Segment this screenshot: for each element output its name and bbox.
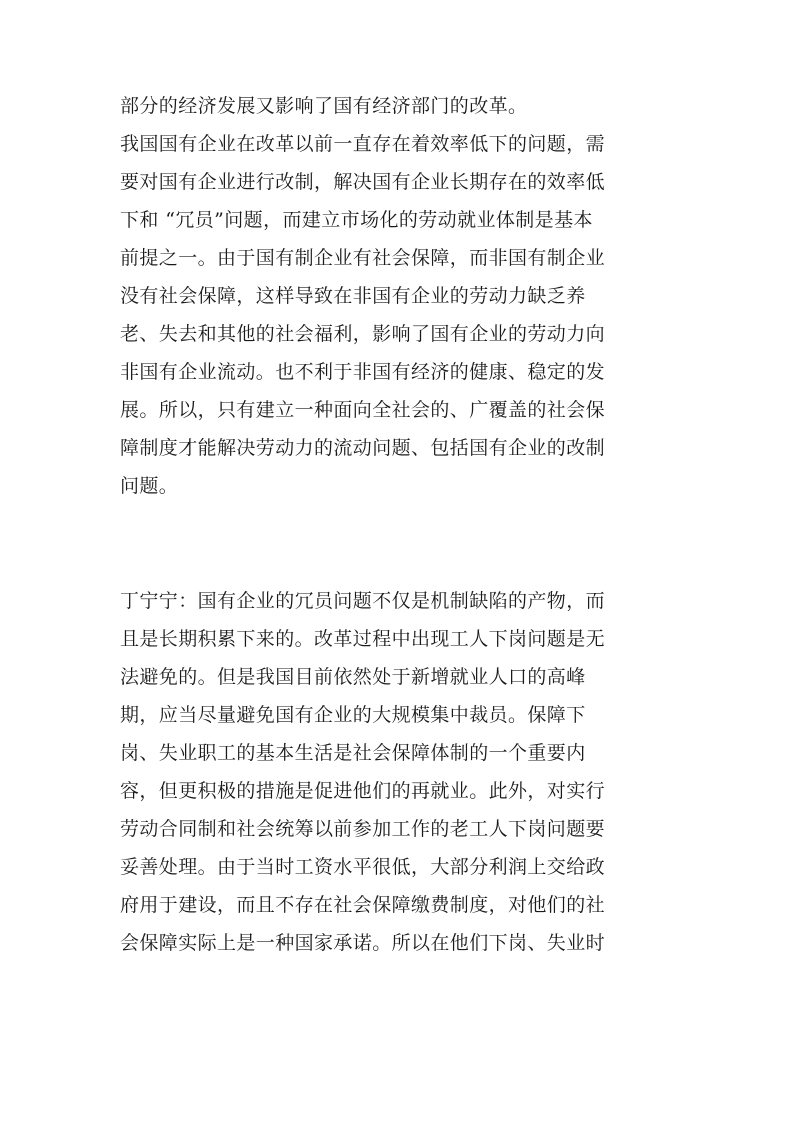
- text-line: 会保障实际上是一种国家承诺。所以在他们下岗、失业时: [120, 932, 606, 954]
- text-line: 没有社会保障，这样导致在非国有企业的劳动力缺乏养: [120, 285, 586, 307]
- text-line: 问题。: [120, 475, 179, 497]
- text-line: 岗、失业职工的基本生活是社会保障体制的一个重要内: [120, 742, 586, 764]
- text-line: 展。所以，只有建立一种面向全社会的、广覆盖的社会保: [120, 399, 606, 421]
- text-line: 容，但更积极的措施是促进他们的再就业。此外，对实行: [120, 780, 606, 802]
- text-line: 且是长期积累下来的。改革过程中出现工人下岗问题是无: [120, 628, 606, 650]
- text-line: 要对国有企业进行改制，解决国有企业长期存在的效率低: [120, 171, 606, 193]
- text-line: 法避免的。但是我国目前依然处于新增就业人口的高峰: [120, 666, 586, 688]
- text-line: 下和 “冗员”问题，而建立市场化的劳动就业体制是基本: [120, 209, 593, 231]
- text-line: 丁宁宁：国有企业的冗员问题不仅是机制缺陷的产物，而: [120, 590, 606, 612]
- text-line: 部分的经济发展又影响了国有经济部门的改革。: [120, 95, 528, 117]
- text-line: 老、失去和其他的社会福利，影响了国有企业的劳动力向: [120, 323, 606, 345]
- text-line: 我国国有企业在改革以前一直存在着效率低下的问题，需: [120, 133, 606, 155]
- text-line: 非国有企业流动。也不利于非国有经济的健康、稳定的发: [120, 361, 606, 383]
- text-line: 前提之一。由于国有制企业有社会保障，而非国有制企业: [120, 247, 606, 269]
- text-line: 劳动合同制和社会统筹以前参加工作的老工人下岗问题要: [120, 818, 606, 840]
- paragraph-ding-ningning: [120, 582, 680, 962]
- paragraph-reform-background: [120, 87, 680, 505]
- text-line: 障制度才能解决劳动力的流动问题、包括国有企业的改制: [120, 437, 606, 459]
- text-line: 府用于建设，而且不存在社会保障缴费制度，对他们的社: [120, 894, 606, 916]
- text-line: 期，应当尽量避免国有企业的大规模集中裁员。保障下: [120, 704, 586, 726]
- text-line: 妥善处理。由于当时工资水平很低，大部分利润上交给政: [120, 856, 606, 878]
